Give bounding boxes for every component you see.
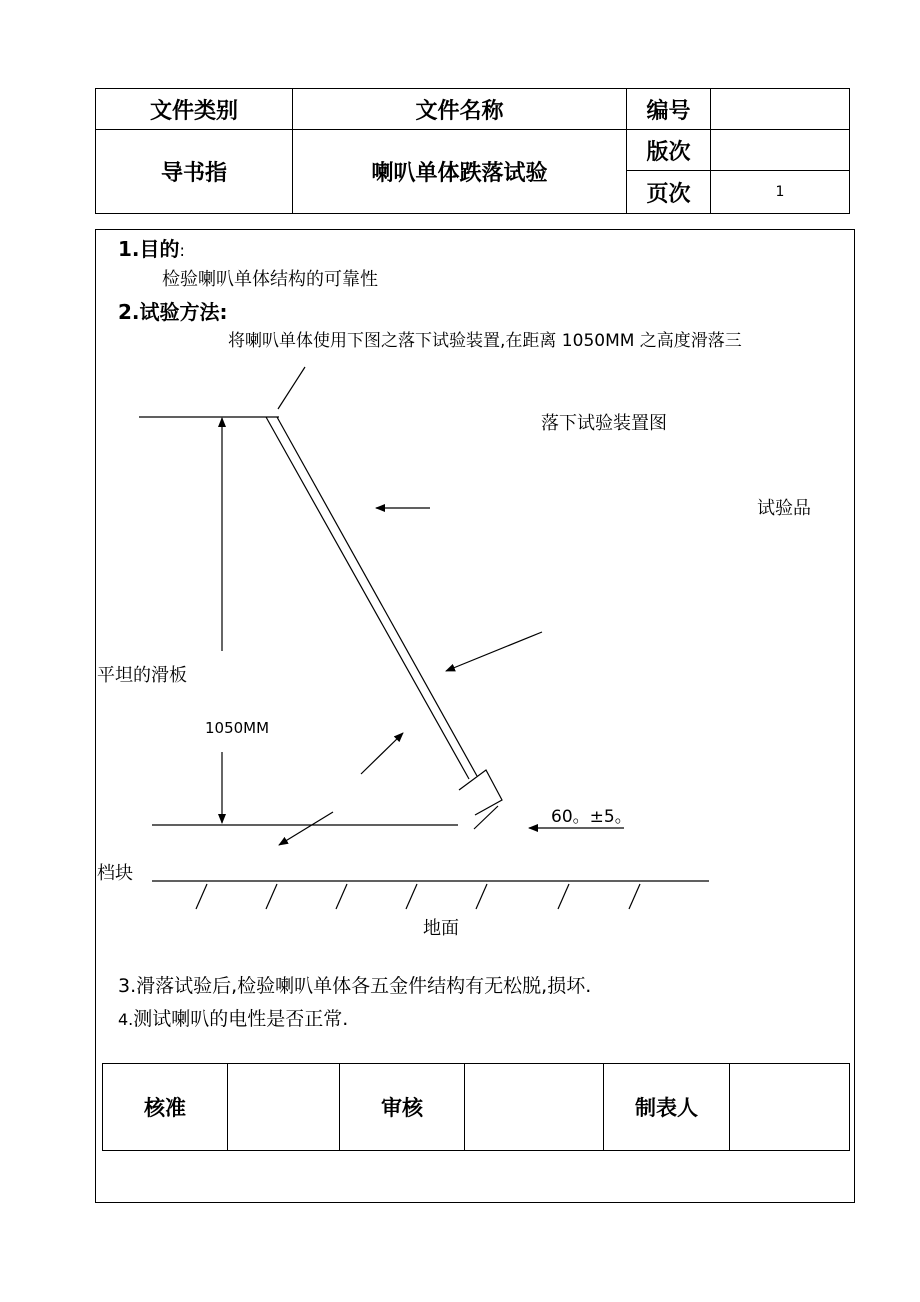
section-4-number: 4.: [118, 1010, 134, 1029]
stopper-label: 档块: [97, 863, 133, 884]
diagram-title: 落下试验装置图: [541, 413, 667, 434]
stopper-arrow: [279, 812, 333, 845]
section-3-text: 3.滑落试验后,检验喇叭单体各五金件结构有无松脱,损坏.: [118, 975, 592, 997]
section-2-text: 将喇叭单体使用下图之落下试验装置,在距离 1050MM 之高度滑落三: [228, 331, 742, 351]
ground-label: 地面: [423, 918, 459, 939]
slide-board-label: 平坦的滑板: [97, 665, 187, 686]
ground-hatch: [266, 884, 277, 909]
section-4-line: [118, 1004, 348, 1031]
maker-label: 制表人: [604, 1064, 730, 1151]
ground-hatch: [336, 884, 347, 909]
page-value: 1: [711, 171, 850, 214]
category-label: 文件类别: [96, 89, 293, 130]
approve-signature-cell: [228, 1064, 340, 1151]
height-label: 1050MM: [205, 719, 270, 737]
section-2-title: 2.试验方法:: [118, 300, 228, 324]
slide-board-arrow: [446, 632, 542, 671]
page-label: 页次: [627, 171, 711, 214]
section-1-text: 检验喇叭单体结构的可靠性: [162, 269, 378, 290]
number-label: 编号: [627, 89, 711, 130]
signoff-table: [102, 1063, 850, 1151]
category-value: 导书指: [96, 130, 293, 214]
ground-hatch: [558, 884, 569, 909]
version-label: 版次: [627, 130, 711, 171]
height-label-arrow: [361, 733, 403, 774]
slide-board-line-1: [266, 417, 469, 779]
test-item-label: 试验品: [757, 498, 811, 519]
ground-hatch: [476, 884, 487, 909]
angle-label: 60。±5。: [551, 807, 632, 827]
ground-hatch: [196, 884, 207, 909]
name-label: 文件名称: [293, 89, 627, 130]
section-1-colon: :: [179, 241, 185, 260]
ground-hatch: [406, 884, 417, 909]
approve-label: 核准: [103, 1064, 228, 1151]
document-title: 喇叭单体跌落试验: [293, 130, 627, 214]
section-1-title: 1.目的: [118, 237, 180, 261]
review-signature-cell: [465, 1064, 604, 1151]
slide-board-line-2: [277, 417, 477, 776]
maker-signature-cell: [730, 1064, 850, 1151]
review-label: 审核: [340, 1064, 465, 1151]
section-4-text: 测试喇叭的电性是否正常.: [133, 1008, 349, 1030]
ground-hatch: [629, 884, 640, 909]
top-leader-line: [278, 367, 305, 409]
